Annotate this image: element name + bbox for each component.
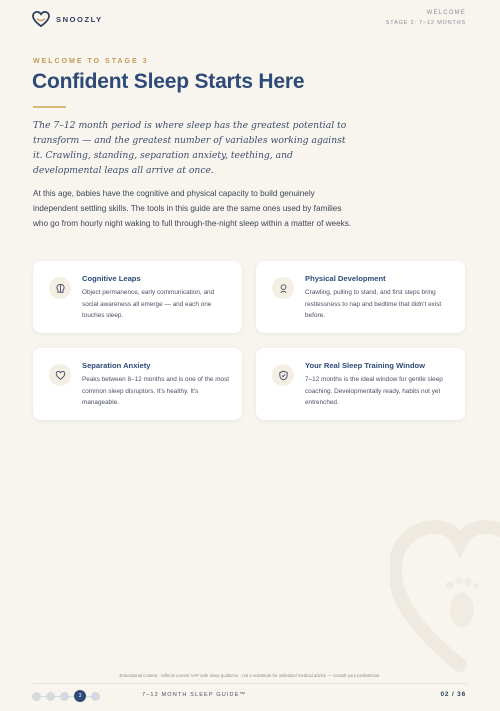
step-dot [46, 692, 55, 701]
card-cognitive-leaps [33, 261, 242, 333]
card-title: Separation Anxiety [82, 361, 151, 370]
step-dot [91, 692, 100, 701]
card-title: Cognitive Leaps [82, 274, 141, 283]
page-number: 02 / 36 [440, 691, 466, 698]
footer-divider [33, 683, 467, 684]
brand-name: SNOOZLY [56, 14, 103, 24]
card-description: Peaks between 8–12 months and is one of the most common sleep disruptors. It's healthy. It's manageable. [82, 376, 230, 406]
title-divider [33, 106, 66, 108]
shield-check-icon [272, 364, 294, 386]
card-description: Object permanence, early communication, and social awareness all emerge — and each one touches sleep. [82, 289, 215, 319]
guide-title: 7–12 MONTH SLEEP GUIDE™ [142, 692, 247, 698]
baby-icon [272, 277, 294, 299]
heart-footprint-watermark-icon [390, 515, 500, 675]
page-title: Confident Sleep Starts Here [32, 70, 305, 93]
heart-icon [49, 364, 71, 386]
card-description: 7–12 months is the ideal window for gentle sleep coaching. Developmentally ready, habits not yet entrenched. [305, 376, 443, 406]
section-label: WELCOME [426, 10, 466, 16]
disclaimer: Educational content · reflects current AAP safe sleep guidance · not a substitute for individual medical advice — consult your pediatrician. [119, 673, 381, 678]
progress-steps [32, 690, 100, 702]
header [32, 10, 466, 30]
heart-logo-icon [32, 11, 50, 27]
card-sleep-training-window [256, 348, 465, 420]
card-title: Your Real Sleep Training Window [305, 361, 426, 370]
brand-logo [32, 11, 103, 27]
step-dot [60, 692, 69, 701]
card-physical-development [256, 261, 465, 333]
step-dot [32, 692, 41, 701]
card-separation-anxiety [33, 348, 242, 420]
stage-label: STAGE 3: 7–12 MONTHS [385, 20, 466, 26]
step-dot-active: 3 [74, 690, 86, 702]
lead-paragraph: The 7–12 month period is where sleep has the greatest potential to transform — and the greatest number of variables working against it. Crawling, standing, separation anxiety, teething, and developmental leaps all arrive at once. [33, 120, 347, 176]
header-meta [386, 10, 466, 26]
card-title: Physical Development [305, 274, 386, 283]
body-paragraph: At this age, babies have the cognitive and physical capacity to build genuinely independent settling skills. The tools in this guide are the same ones used by families who go from hourly night waking to full through-the-night sleep within a matter of weeks. [33, 189, 352, 228]
eyebrow: WELCOME TO STAGE 3 [33, 58, 149, 65]
brain-icon [49, 277, 71, 299]
card-description: Crawling, pulling to stand, and first steps bring restlessness to nap and bedtime that didn't exist before. [305, 289, 442, 319]
